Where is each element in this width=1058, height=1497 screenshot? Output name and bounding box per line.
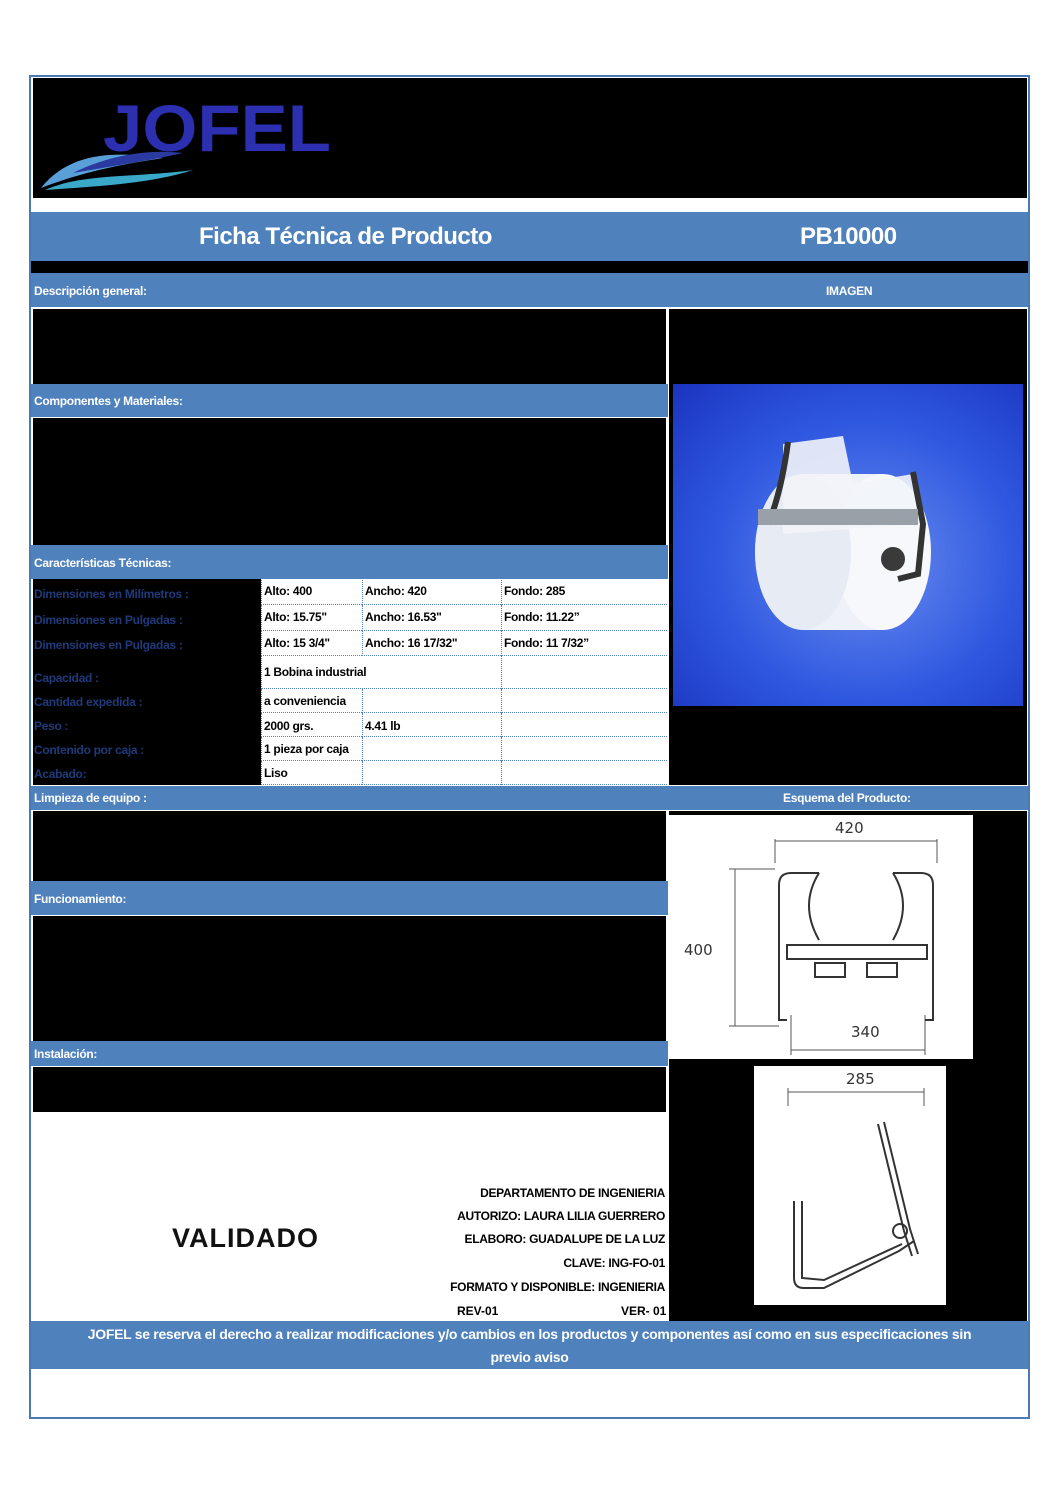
spec-cell: Ancho: 16 17/32" [362,631,501,656]
section-caracteristicas-bar [31,545,668,579]
footer-line-2: previo aviso [490,1349,569,1365]
spec-cell: Alto: 15 3/4" [261,631,362,656]
spec-cell: Alto: 15.75" [261,605,362,631]
section-funcionamiento-label: Funcionamiento: [34,892,127,906]
limpieza-content [33,811,666,881]
spec-cell: 1 Bobina industrial [261,656,501,689]
signature-elaboro: ELABORO: GUADALUPE DE LA LUZ [464,1232,665,1246]
title-bar [31,212,1028,261]
footer-line-1: JOFEL se reserva el derecho a realizar modificaciones y/o cambios en los productos y componentes así como en sus especificaciones sin [87,1326,972,1342]
section-instalacion-label: Instalación: [34,1047,98,1061]
spec-cell: Fondo: 11 7/32” [501,631,667,656]
signature-rev: REV-01 [457,1304,499,1318]
spec-label: Dimensiones en Pulgadas : [34,613,183,627]
signature-clave: CLAVE: ING-FO-01 [563,1256,665,1270]
section-imagen-label: IMAGEN [826,284,873,298]
signature-ver: VER- 01 [621,1304,667,1318]
product-photo [673,384,1023,706]
section-esquema-label: Esquema del Producto: [783,791,911,805]
section-caracteristicas-label: Características Técnicas: [34,556,172,570]
section-descripcion-label: Descripción general: [34,284,147,298]
header-band [33,78,1027,198]
section-limpieza-label: Limpieza de equipo : [34,791,147,805]
spec-cell: 4.41 lb [362,713,501,737]
spec-label: Cantidad expedida : [34,695,143,709]
signature-autorizo: AUTORIZO: LAURA LILIA GUERRERO [457,1209,665,1223]
product-code: PB10000 [800,223,897,250]
side-schema-drawing [754,1066,946,1305]
front-schema-drawing [669,815,973,1059]
spec-cell: 1 pieza por caja [261,737,362,761]
brand-logo-text: JOFEL [103,91,331,165]
spec-cell: Fondo: 285 [501,580,667,605]
componentes-content [33,418,666,545]
section-instalacion-bar [31,1041,668,1066]
section-componentes-label: Componentes y Materiales: [34,394,183,408]
spec-cell: 2000 grs. [261,713,362,737]
funcionamiento-content [33,916,666,1041]
spec-cell: Liso [261,761,362,785]
spec-cell [501,737,667,761]
schema-width-label: 420 [835,819,864,837]
validado-stamp: VALIDADO [172,1223,319,1253]
section-limpieza-bar [31,786,1028,810]
spec-cell [501,689,667,713]
separator-band [31,261,1028,273]
spec-label: Capacidad : [34,671,99,685]
spec-label: Peso : [34,719,69,733]
signature-formato: FORMATO Y DISPONIBLE: INGENIERIA [450,1280,665,1294]
spec-cell [501,656,667,689]
spec-label: Dimensiones en Milímetros : [34,587,189,601]
brand-logo [33,78,333,198]
page-title: Ficha Técnica de Producto [199,223,492,250]
descripcion-content [33,309,666,384]
section-funcionamiento-bar [31,881,668,915]
signature-dept: DEPARTAMENTO DE INGENIERIA [480,1186,665,1200]
spec-cell [501,713,667,737]
schema-height-label: 400 [684,941,713,959]
instalacion-content [33,1067,666,1112]
spec-label: Dimensiones en Pulgadas : [34,638,183,652]
schema-depth-label: 285 [846,1070,875,1088]
section-componentes-bar [31,384,668,417]
spec-cell [362,689,501,713]
spec-cell: Ancho: 16.53" [362,605,501,631]
spec-label: Contenido por caja : [34,743,145,757]
spec-cell: Ancho: 420 [362,580,501,605]
spec-cell [362,761,501,785]
spec-cell: a conveniencia [261,689,362,713]
spec-label: Acabado: [34,767,87,781]
schema-inner-label: 340 [851,1023,880,1041]
spec-cell [501,761,667,785]
footer-disclaimer [31,1321,1028,1369]
section-descripcion-bar [31,273,1028,307]
spec-cell: Alto: 400 [261,580,362,605]
spec-cell: Fondo: 11.22” [501,605,667,631]
spec-cell [362,737,501,761]
